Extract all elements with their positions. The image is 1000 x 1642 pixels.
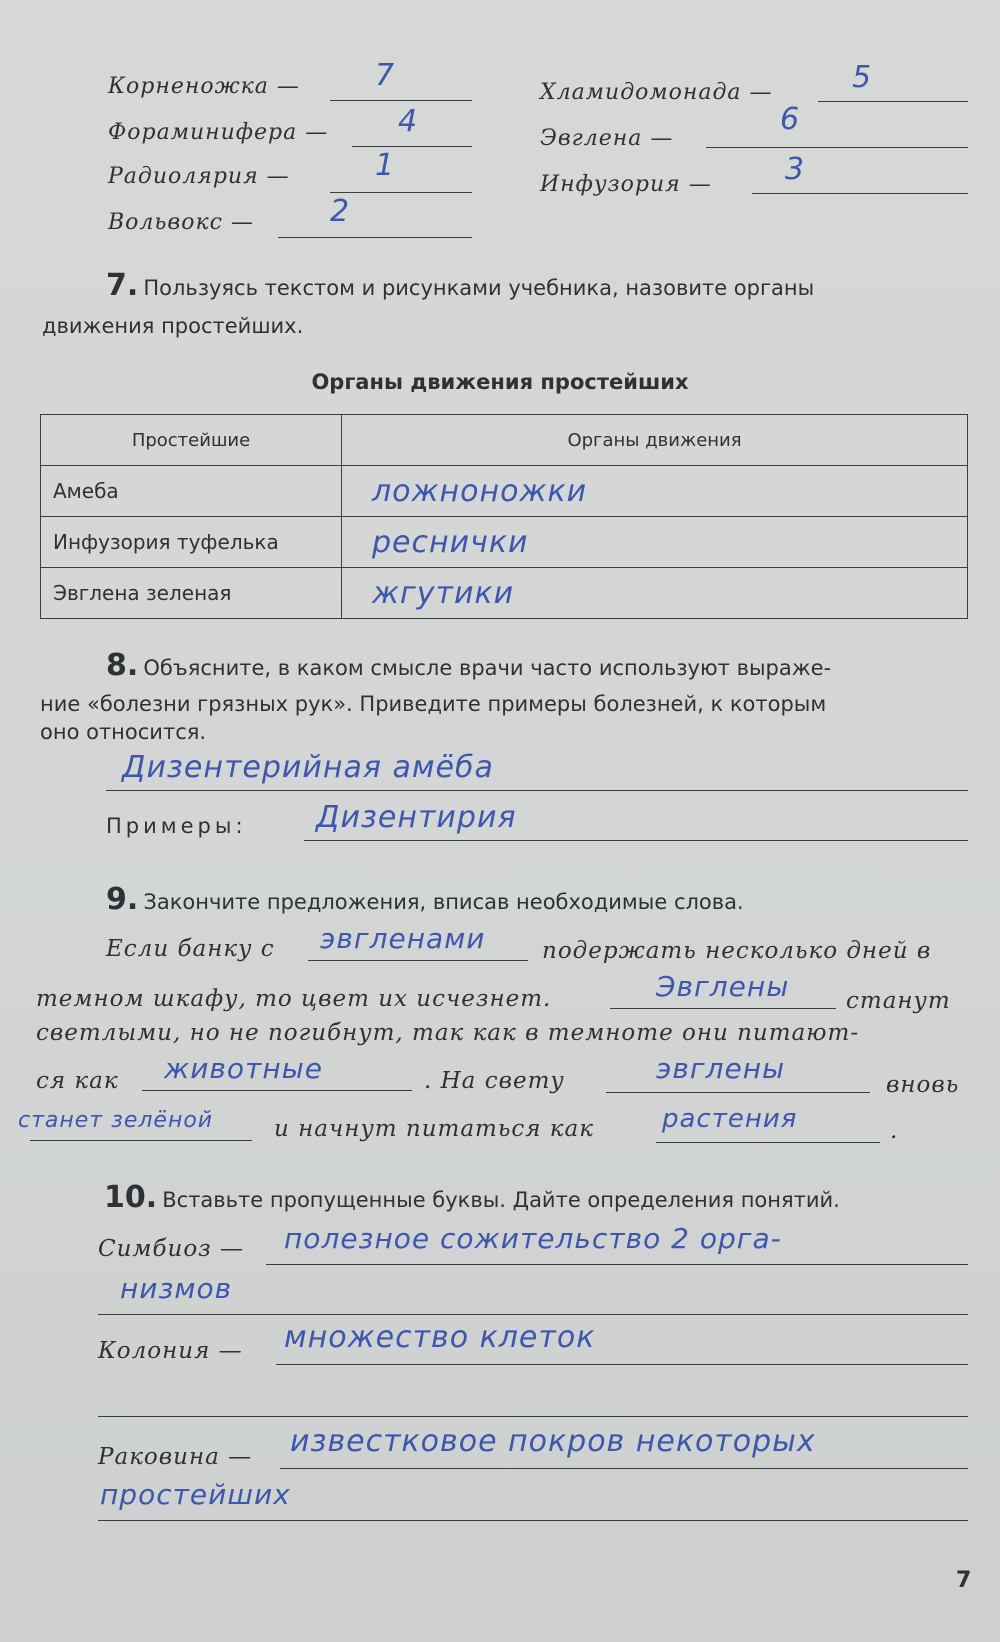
blank-answer: животные: [164, 1052, 324, 1085]
sentence-text: ся как: [36, 1068, 119, 1094]
sentence-text: .: [890, 1118, 899, 1144]
answer-line: [330, 192, 472, 193]
table-row: [41, 568, 968, 619]
question-8-line1: [106, 648, 831, 683]
term-answer-cont: простейших: [100, 1478, 291, 1511]
term-answer: множество клеток: [284, 1320, 596, 1355]
organism-answer: 3: [785, 152, 806, 187]
sentence-text: светлыми, но не погибнут, так как в темноте они питают-: [36, 1020, 860, 1046]
answer-line: [330, 100, 472, 101]
organism-label: Радиолярия —: [108, 164, 290, 189]
question-10-line: [104, 1180, 840, 1215]
question-number: 8.: [106, 648, 139, 683]
motion-organ-answer: ложноножки: [342, 466, 968, 517]
sentence-text: . На свету: [424, 1068, 565, 1094]
organism-label: Хламидомонада —: [540, 80, 773, 105]
blank-answer: растения: [662, 1104, 798, 1134]
organism-answer: 6: [780, 102, 801, 137]
q8-answer: Дизентерийная амёба: [122, 750, 494, 785]
question-text: Закончите предложения, вписав необходимые слова.: [143, 890, 744, 914]
question-text: Объясните, в каком смысле врачи часто используют выраже-: [143, 656, 832, 680]
table-row: [41, 517, 968, 568]
answer-line: [818, 101, 968, 102]
examples-answer: Дизентирия: [316, 800, 517, 835]
term-answer: известковое покров некоторых: [290, 1424, 816, 1459]
organism-label: Инфузория —: [540, 172, 712, 197]
sentence-text: темном шкафу, то цвет их исчезнет.: [36, 986, 552, 1012]
organism-answer: 1: [375, 148, 396, 183]
answer-line: [606, 1092, 870, 1093]
organism-name: Амеба: [41, 466, 342, 517]
answer-line: [106, 790, 968, 791]
answer-line: [278, 237, 472, 238]
answer-line: [280, 1468, 968, 1469]
term-label: Раковина —: [98, 1444, 253, 1470]
question-number: 10.: [104, 1180, 158, 1215]
question-text: Вставьте пропущенные буквы. Дайте определения понятий.: [162, 1188, 840, 1212]
blank-answer: эвгленами: [320, 922, 486, 955]
organism-name: Эвглена зеленая: [41, 568, 342, 619]
answer-line: [752, 193, 968, 194]
motion-organs-table: [40, 414, 968, 619]
motion-organ-answer: жгутики: [342, 568, 968, 619]
answer-line: [266, 1264, 968, 1265]
page-number: 7: [956, 1568, 972, 1593]
question-text: Пользуясь текстом и рисунками учебника, назовите органы: [143, 276, 815, 300]
table-header-row: [41, 415, 968, 466]
term-label: Колония —: [98, 1338, 243, 1364]
answer-line: [142, 1090, 412, 1091]
term-label: Симбиоз —: [98, 1236, 245, 1262]
answer-line: [610, 1008, 836, 1009]
sentence-text: и начнут питаться как: [274, 1116, 594, 1142]
sentence-text: вновь: [886, 1072, 960, 1098]
sentence-text: подержать несколько дней в: [542, 938, 932, 964]
answer-line: [30, 1140, 252, 1141]
blank-answer: станет зелёной: [18, 1108, 214, 1133]
question-8-line2: ние «болезни грязных рук». Приведите примеры болезней, к которым: [40, 692, 827, 716]
organism-answer: 4: [398, 104, 419, 139]
question-7-line2: движения простейших.: [42, 314, 304, 338]
answer-line: [656, 1142, 880, 1143]
organism-label: Корненожка —: [108, 74, 300, 99]
answer-line: [98, 1416, 968, 1417]
sentence-text: станут: [846, 988, 951, 1014]
term-answer-cont: низмов: [120, 1272, 233, 1305]
question-number: 7.: [106, 268, 139, 303]
answer-line: [352, 146, 472, 147]
question-number: 9.: [106, 882, 139, 917]
column-header: Органы движения: [342, 415, 968, 466]
question-7-line1: [106, 268, 814, 303]
answer-line: [98, 1314, 968, 1315]
answer-line: [98, 1520, 968, 1521]
organism-label: Эвглена —: [540, 126, 674, 151]
question-8-line3: оно относится.: [40, 720, 207, 744]
organism-label: Фораминифера —: [108, 120, 329, 145]
organism-answer: 5: [852, 60, 873, 95]
organism-answer: 7: [375, 58, 396, 93]
column-header: Простейшие: [41, 415, 342, 466]
table-row: [41, 466, 968, 517]
answer-line: [304, 840, 968, 841]
organism-name: Инфузория туфелька: [41, 517, 342, 568]
examples-label: Примеры:: [106, 814, 247, 838]
organism-answer: 2: [330, 194, 351, 229]
motion-organ-answer: реснички: [342, 517, 968, 568]
answer-line: [706, 147, 968, 148]
answer-line: [276, 1364, 968, 1365]
question-9-line: [106, 882, 744, 917]
blank-answer: Эвглены: [656, 970, 790, 1003]
sentence-text: Если банку с: [106, 936, 275, 962]
term-answer: полезное сожительство 2 орга-: [284, 1222, 782, 1255]
table-title: Органы движения простейших: [311, 370, 689, 394]
organism-label: Вольвокс —: [108, 210, 254, 235]
blank-answer: эвглены: [656, 1052, 786, 1085]
answer-line: [308, 960, 528, 961]
